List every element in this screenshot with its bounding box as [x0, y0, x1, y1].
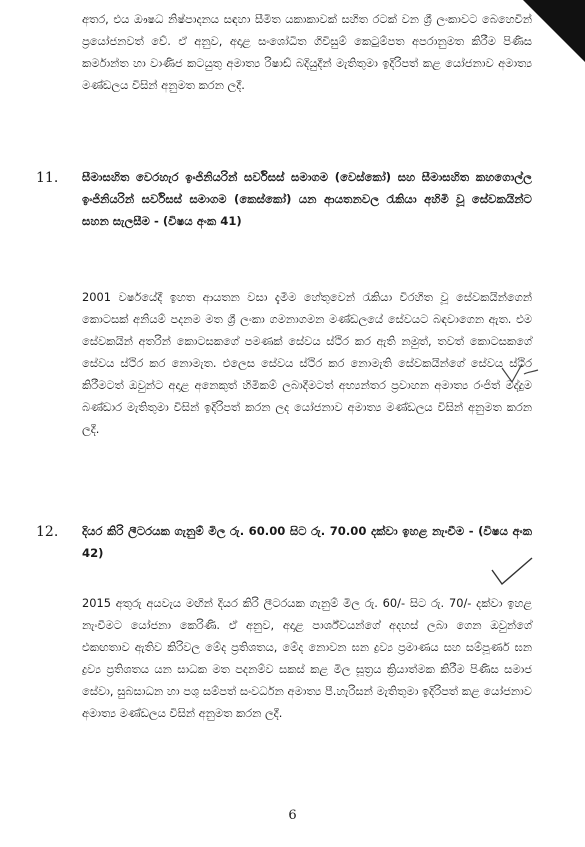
item-12-body: 2015 අතුරු අයවැය මඟින් දියර කිරි ලීටරයක ගැනුම් මිල රු. 60/- සිට රු. 70/- දක්වා ඉහළ නැංවීමට යෝජනා කෙරිණි. ඒ අනුව, අදාළ පාර්ශ්වයන්ගේ අදහස් ලබා ගෙන ඔවුන්ගේ එකඟතාව ඇතිව කිරිවල මේද ප්‍රතිශතය, මේද නොවන ඝන ද්‍රව්‍ය ප්‍රමාණය සහ සම්පූර්ණ ඝන ද්‍රව්‍ය ප්‍රතිශතය යන සාධක මත පදනම්ව සකස් කළ මිල සූත්‍රය ක්‍රියාත්මක කිරීම පිණිස සමාජ සේවා, සුබසාධන හා පශු සම්පත් සංවර්ධන අමාත්‍ය පී.හැරිසන් මැතිතුමා ඉදිරිපත් කළ යෝජනාව අමාත්‍ය මණ්ඩලය විසින් අනුමත කරන ලදී. — [82, 596, 532, 720]
item-11-heading: සීමාසහිත වෙරහැර ඉංජිනියරින් සර්විසස් සමාගම (වෙස්කෝ) සහ සීමාසහිත කහගොල්ල ඉංජිනියරින් සර්විසස් සමාගම (කෙස්කෝ) යන ආයතනවල රැකියා අහිමි වූ සේවකයින්ට සහන සැලසීම - (විෂය අංක 41) — [82, 170, 532, 228]
item-12-heading: දියර කිරි ලීටරයක ගැනුම් මිල රු. 60.00 සිට රු. 70.00 දක්වා ඉහළ නැංවීම - (විෂය අංක 42) — [82, 524, 532, 560]
handwritten-tick-mark — [498, 360, 542, 386]
item-12-number: 12. — [36, 524, 59, 540]
scan-corner-shadow — [523, 0, 585, 62]
item-11-number: 11. — [36, 170, 59, 186]
handwritten-check-mark — [488, 554, 536, 588]
page-number: 6 — [288, 808, 297, 823]
continuation-paragraph: අතර, එය ඖෂධ නිෂ්පාදනය සඳහා සීමිත යකාකාවක් සහිත රටක් වන ශ්‍රී ලංකාවට බෙහෙවින් ප්‍රයෝජනවත් වේ. ඒ අනුව, අදාළ සංශෝධිත ගිවිසුම් කෙටුම්පත අපරානුමත කිරීම පිණිස කර්මාන්ත හා වාණිජ කටයුතු අමාත්‍ය රිෂාඩ් බදියුදීන් මැතිතුමා ඉදිරිපත් කළ යෝජනාව අමාත්‍ය මණ්ඩලය විසින් අනුමත කරන ලදී. — [82, 12, 532, 92]
item-11-body: 2001 වර්ෂයේදී ඉහත ආයතන වසා දැමීම හේතුවෙන් රැකියා විරහිත වූ සේවකයින්ගෙන් කොටසක් අනියම් පදනම මත ශ්‍රී ලංකා ගමනාගමන මණ්ඩලයේ සේවයට බඳවාගෙන ඇත. එම සේවකයින් අතරින් කොටසකගේ පමණක් සේවය ස්ථිර කර ඇති නමුත්, තවත් කොටසකගේ සේවය ස්ථිර කර නොමැත. එලෙස සේවය ස්ථිර කර නොමැති සේවකයින්ගේ සේවය ස්ථිර කිරීමටත් ඔවුන්ට අදාළ අනෙකුත් හිමිකම් ලබාදීමටත් අභ්‍යන්තර ප්‍රවාහන අමාත්‍ය රංජිත් මද්දුම බණ්ඩාර මැතිතුමා විසින් ඉදිරිපත් කරන ලද යෝජනාව අමාත්‍ය මණ්ඩලය විසින් අනුමත කරන ලදී. — [82, 290, 532, 436]
